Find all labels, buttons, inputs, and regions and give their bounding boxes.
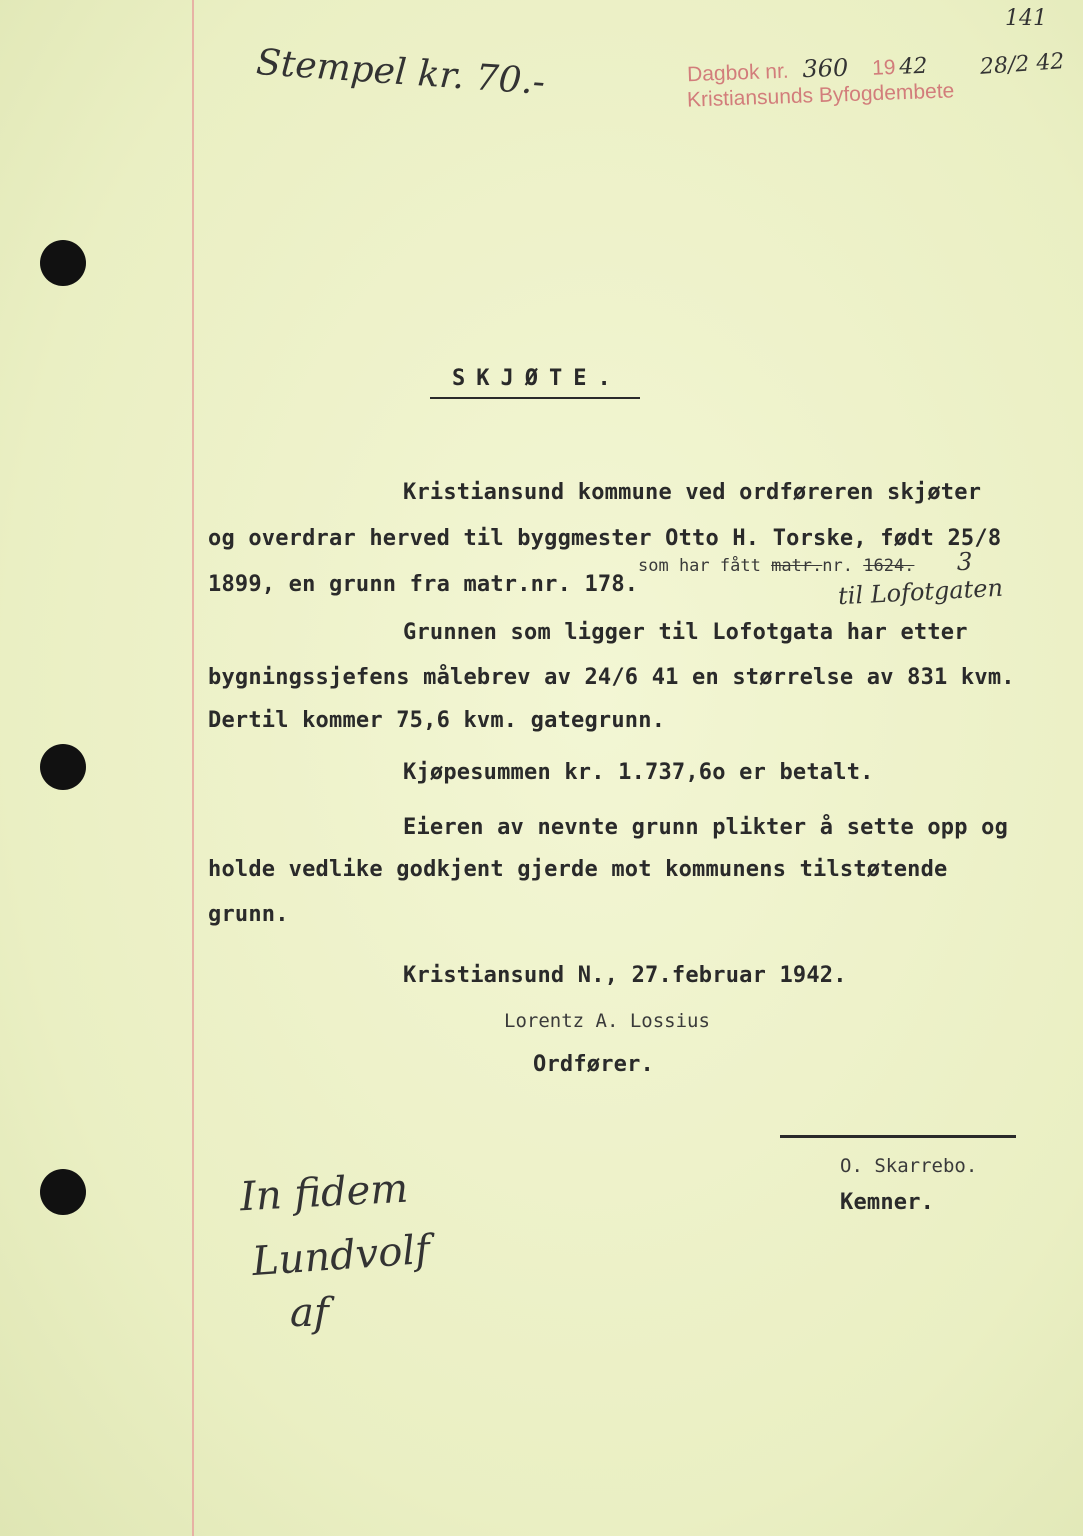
punch-hole-middle [40, 744, 86, 790]
place-date-line [403, 963, 847, 988]
signer1-title: Ordfører. [533, 1052, 655, 1077]
stamp-year: 42 [898, 53, 928, 80]
para1-line2: og overdrar herved til byggmester Otto H. Torske, født 25/8 [208, 526, 1002, 551]
para2-line1: Grunnen som ligger til Lofotgata har etter [403, 620, 968, 645]
signer1-name: Lorentz A. Lossius [504, 1010, 710, 1032]
para3-line1: Kjøpesummen kr. 1.737,6o er betalt. [403, 760, 874, 785]
handwritten-stamp-reference: Stempel kr. 70.- [254, 41, 547, 104]
document-title: SKJØTE. [452, 366, 622, 391]
page-number: 141 [1005, 6, 1047, 31]
signer2-name: O. Skarrebo. [840, 1155, 978, 1177]
signature-line [780, 1135, 1016, 1138]
insertion-prefix: som har fått [638, 556, 761, 576]
place-date: 27.februar 1942. [631, 963, 847, 988]
margin-rule [192, 0, 194, 1536]
insertion-struck-number: 1624. [863, 556, 915, 576]
para4-line3: grunn. [208, 902, 289, 927]
witness-handwriting-line1: In fidem [238, 1165, 410, 1221]
insertion-handwritten-number: 3 [957, 548, 973, 576]
stamp-year-prefix: 19 [871, 55, 896, 80]
para4-line2: holde vedlike godkjent gjerde mot kommunens tilstøtende [208, 857, 948, 882]
para4-line1: Eieren av nevnte grunn plikter å sette opp og [403, 815, 1009, 840]
para1-insertion [638, 556, 914, 576]
stamp-label: Dagbok nr. [686, 59, 790, 87]
place-prefix: Kristiansund N., [403, 963, 619, 988]
signer2-title: Kemner. [840, 1190, 935, 1215]
insertion-nr: nr. [822, 556, 853, 576]
punch-hole-bottom [40, 1169, 86, 1215]
para2-line3: Dertil kommer 75,6 kvm. gategrunn. [208, 708, 666, 733]
para1-line1: Kristiansund kommune ved ordføreren skjøter [403, 480, 982, 505]
insertion-struck-matr: matr. [771, 556, 823, 576]
title-underline [430, 397, 640, 399]
stamp-date: 28/2 42 [979, 49, 1066, 80]
insertion-handwritten-street: til Lofotgaten [837, 573, 1004, 611]
witness-initials: af [290, 1290, 329, 1336]
stamp-number: 360 [801, 53, 849, 84]
witness-signature: Lundvolf [250, 1226, 432, 1286]
punch-hole-top [40, 240, 86, 286]
stamp-office: Kristiansunds Byfogdembete [686, 79, 955, 112]
para2-line2: bygningssjefens målebrev av 24/6 41 en størrelse av 831 kvm. [208, 665, 1015, 690]
para1-line3: 1899, en grunn fra matr.nr. 178. [208, 572, 639, 597]
